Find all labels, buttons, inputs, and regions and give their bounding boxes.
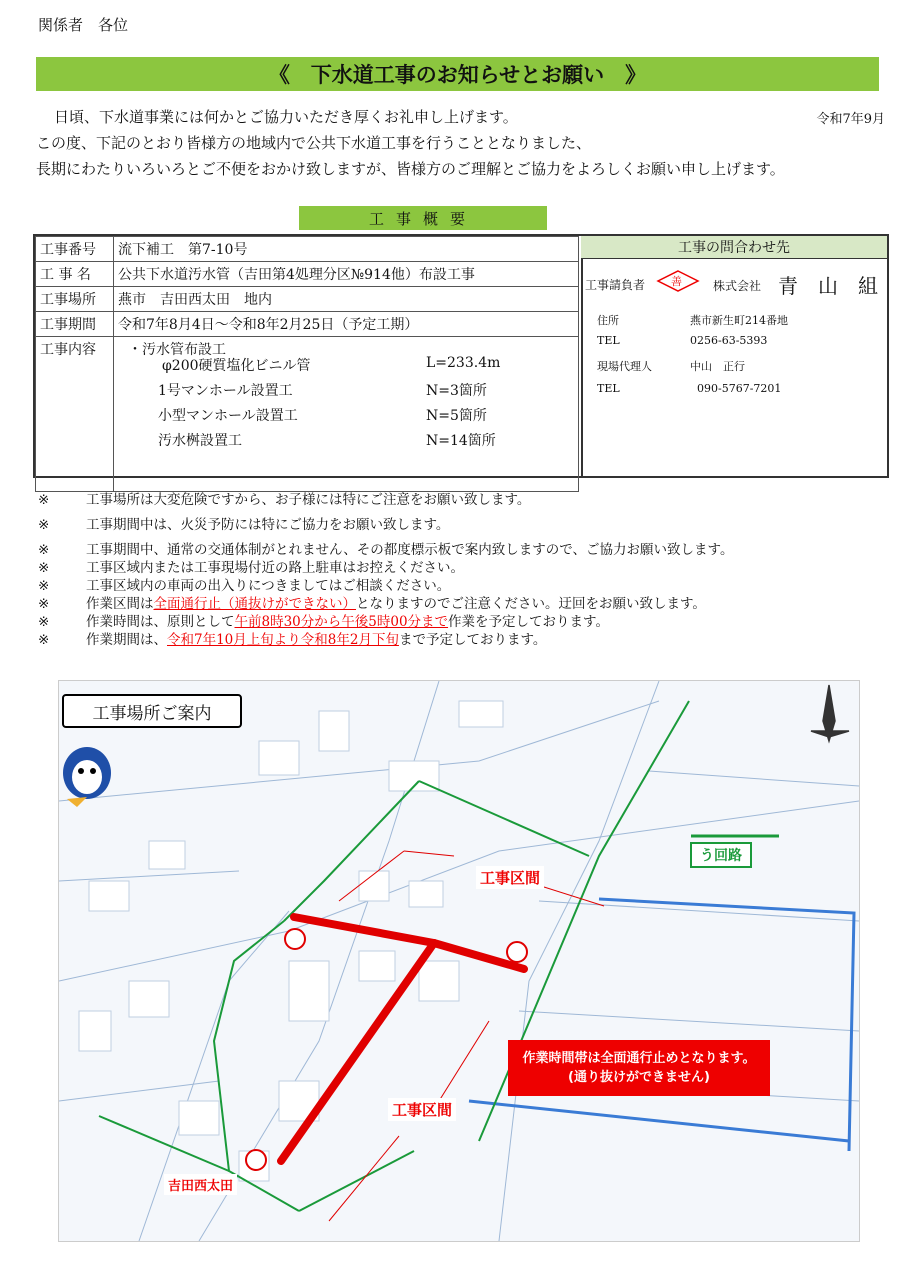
note-text: 作業区間は全面通行止（通抜けができない）となりますのでご注意ください。迂回をお願い致します。 xyxy=(86,596,706,612)
note-text: 作業時間は、原則として午前8時30分から午後5時00分まで作業を予定しております。 xyxy=(86,614,609,630)
work-item-name: 小型マンホール設置工 xyxy=(158,408,298,424)
note-mark: ※ xyxy=(38,560,50,576)
note-highlight: 令和7年10月上旬より令和8年2月下旬 xyxy=(167,632,399,648)
note-item xyxy=(38,632,888,649)
address-label: 住所 xyxy=(597,314,619,327)
note-item xyxy=(38,517,888,534)
note-mark: ※ xyxy=(38,632,50,648)
note-mark: ※ xyxy=(38,596,50,612)
notice-title: 《 下水道工事のお知らせとお願い 》 xyxy=(36,57,879,91)
address-value: 燕市新生町214番地 xyxy=(690,314,788,327)
agent-value: 中山 正行 xyxy=(690,360,745,373)
notes-list xyxy=(38,492,888,650)
intro-line: 長期にわたりいろいろとご不便をおかけ致しますが、皆様方のご理解とご協力をよろしくお願い申し上げます。 xyxy=(36,160,785,178)
row-value: 流下補工 第7-10号 xyxy=(114,237,579,262)
note-mark: ※ xyxy=(38,542,50,558)
addressee: 関係者 各位 xyxy=(38,16,129,34)
banner-line: 作業時間帯は全面通行止めとなります。 xyxy=(522,1051,756,1066)
intro-line: この度、下記のとおり皆様方の地域内で公共下水道工事を行うこととなりました、 xyxy=(36,134,592,152)
note-mark: ※ xyxy=(38,614,50,630)
tel2-value: 090-5767-7201 xyxy=(697,382,782,395)
tel-label: TEL xyxy=(597,334,620,347)
note-item xyxy=(38,596,888,613)
row-value: 公共下水道汚水管（吉田第4処理分区№914他）布設工事 xyxy=(114,262,579,287)
row-value: 燕市 吉田西太田 地内 xyxy=(114,287,579,312)
company-name: 青 山 組 xyxy=(778,274,878,298)
row-label: 工事番号 xyxy=(36,237,114,262)
row-label: 工 事 名 xyxy=(36,262,114,287)
table-row xyxy=(36,287,579,312)
work-item-qty: N=3箇所 xyxy=(426,383,487,399)
note-mark: ※ xyxy=(38,492,50,508)
agent-label: 現場代理人 xyxy=(597,360,652,373)
note-text: 工事場所は大変危険ですから、お子様には特にご注意をお願い致します。 xyxy=(86,492,531,508)
note-text: 工事区域内または工事現場付近の路上駐車はお控えください。 xyxy=(86,560,464,576)
map-drawing xyxy=(59,681,859,1241)
work-item-name: 汚水桝設置工 xyxy=(158,433,242,449)
tel2-label: TEL xyxy=(597,382,620,395)
note-mark: ※ xyxy=(38,517,50,533)
seal-text: 善 xyxy=(671,275,682,288)
note-item xyxy=(38,542,888,559)
overview-heading: 工事概要 xyxy=(299,206,547,230)
row-label: 工事場所 xyxy=(36,287,114,312)
table-row xyxy=(36,312,579,337)
contractor-label: 工事請負者 xyxy=(585,278,646,292)
tel-value: 0256-63-5393 xyxy=(690,334,768,347)
note-highlight: 全面通行止（通抜けができない） xyxy=(153,596,356,612)
contact-heading: 工事の問合わせ先 xyxy=(581,236,887,259)
note-mark: ※ xyxy=(38,578,50,594)
intro-text xyxy=(36,104,816,182)
work-item-qty: N=14箇所 xyxy=(426,433,496,449)
closure-banner xyxy=(508,1040,770,1096)
note-highlight: 午前8時30分から午後5時00分まで xyxy=(234,614,449,630)
issue-date: 令和7年9月 xyxy=(816,112,885,127)
note-text: 作業期間は、令和7年10月上旬より令和8年2月下旬まで予定しております。 xyxy=(86,632,547,648)
work-item-qty: N=5箇所 xyxy=(426,408,487,424)
row-label: 工事期間 xyxy=(36,312,114,337)
table-row xyxy=(36,262,579,287)
company-prefix: 株式会社 xyxy=(713,279,762,293)
note-item xyxy=(38,560,888,577)
note-item xyxy=(38,614,888,631)
note-item xyxy=(38,492,888,509)
site-map xyxy=(58,680,860,1242)
work-section-label: 工事区間 xyxy=(388,1098,456,1121)
contents-heading: ・汚水管布設工 xyxy=(128,342,226,358)
row-label: 工事内容 xyxy=(36,337,114,492)
map-title: 工事場所ご案内 xyxy=(62,694,242,728)
row-value: 令和7年8月4日～令和8年2月25日（予定工期） xyxy=(114,312,579,337)
work-item-name: φ200硬質塩化ビニル管 xyxy=(162,358,311,374)
intro-line: 日頃、下水道事業には何かとご協力いただき厚くお礼申し上げます。 xyxy=(54,108,518,126)
banner-line: (通り抜けができません) xyxy=(568,1070,710,1085)
note-text: 工事区域内の車両の出入りにつきましてはご相談ください。 xyxy=(86,578,451,594)
work-item-name: 1号マンホール設置工 xyxy=(158,383,293,399)
note-text: 工事期間中は、火災予防には特にご協力をお願い致します。 xyxy=(86,517,450,533)
work-item-qty: L=233.4m xyxy=(426,355,501,371)
detour-label: う回路 xyxy=(690,842,752,868)
place-label: 吉田西太田 xyxy=(164,1174,237,1195)
work-section-label: 工事区間 xyxy=(476,866,544,889)
note-text: 工事期間中、通常の交通体制がとれません、その都度標示板で案内致しますので、ご協力お願い致します。 xyxy=(86,542,734,558)
note-item xyxy=(38,578,888,595)
table-row xyxy=(36,237,579,262)
